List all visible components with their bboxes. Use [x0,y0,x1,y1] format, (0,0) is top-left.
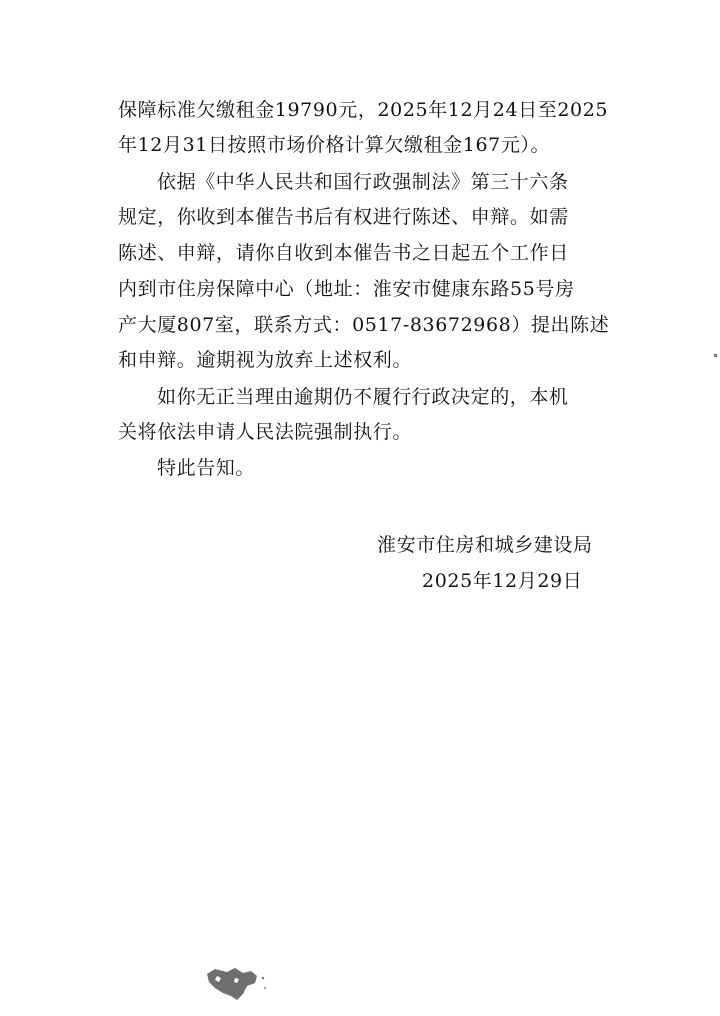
paragraph-line-8: 和申辩。逾期视为放弃上述权利。 [118,349,413,371]
closing-line: 特此告知。 [157,457,256,479]
paragraph-line-5: 陈述、申辩，请你自收到本催告书之日起五个工作日 [118,242,569,264]
paragraph-line-1: 保障标准欠缴租金19790元，2025年12月24日至2025 [118,99,609,121]
issue-date: 2025年12月29日 [422,570,583,592]
paragraph-line-6: 内到市住房保障中心（地址：淮安市健康东路55号房 [118,278,575,300]
paragraph-line-10: 关将依法申请人民法院强制执行。 [118,421,413,443]
paragraph-line-4: 规定，你收到本催告书后有权进行陈述、申辩。如需 [118,206,569,228]
paragraph-line-9: 如你无正当理由逾期仍不履行行政决定的，本机 [157,386,569,408]
paragraph-line-7: 产大厦807室，联系方式：0517-83672968）提出陈述 [118,314,610,336]
paragraph-line-2: 年12月31日按照市场价格计算欠缴租金167元）。 [118,134,551,156]
paragraph-line-3: 依据《中华人民共和国行政强制法》第三十六条 [157,171,569,193]
stamp-fragment-icon [205,966,269,1002]
issuer-name: 淮安市住房和城乡建设局 [377,534,593,556]
scan-speck [714,354,717,357]
